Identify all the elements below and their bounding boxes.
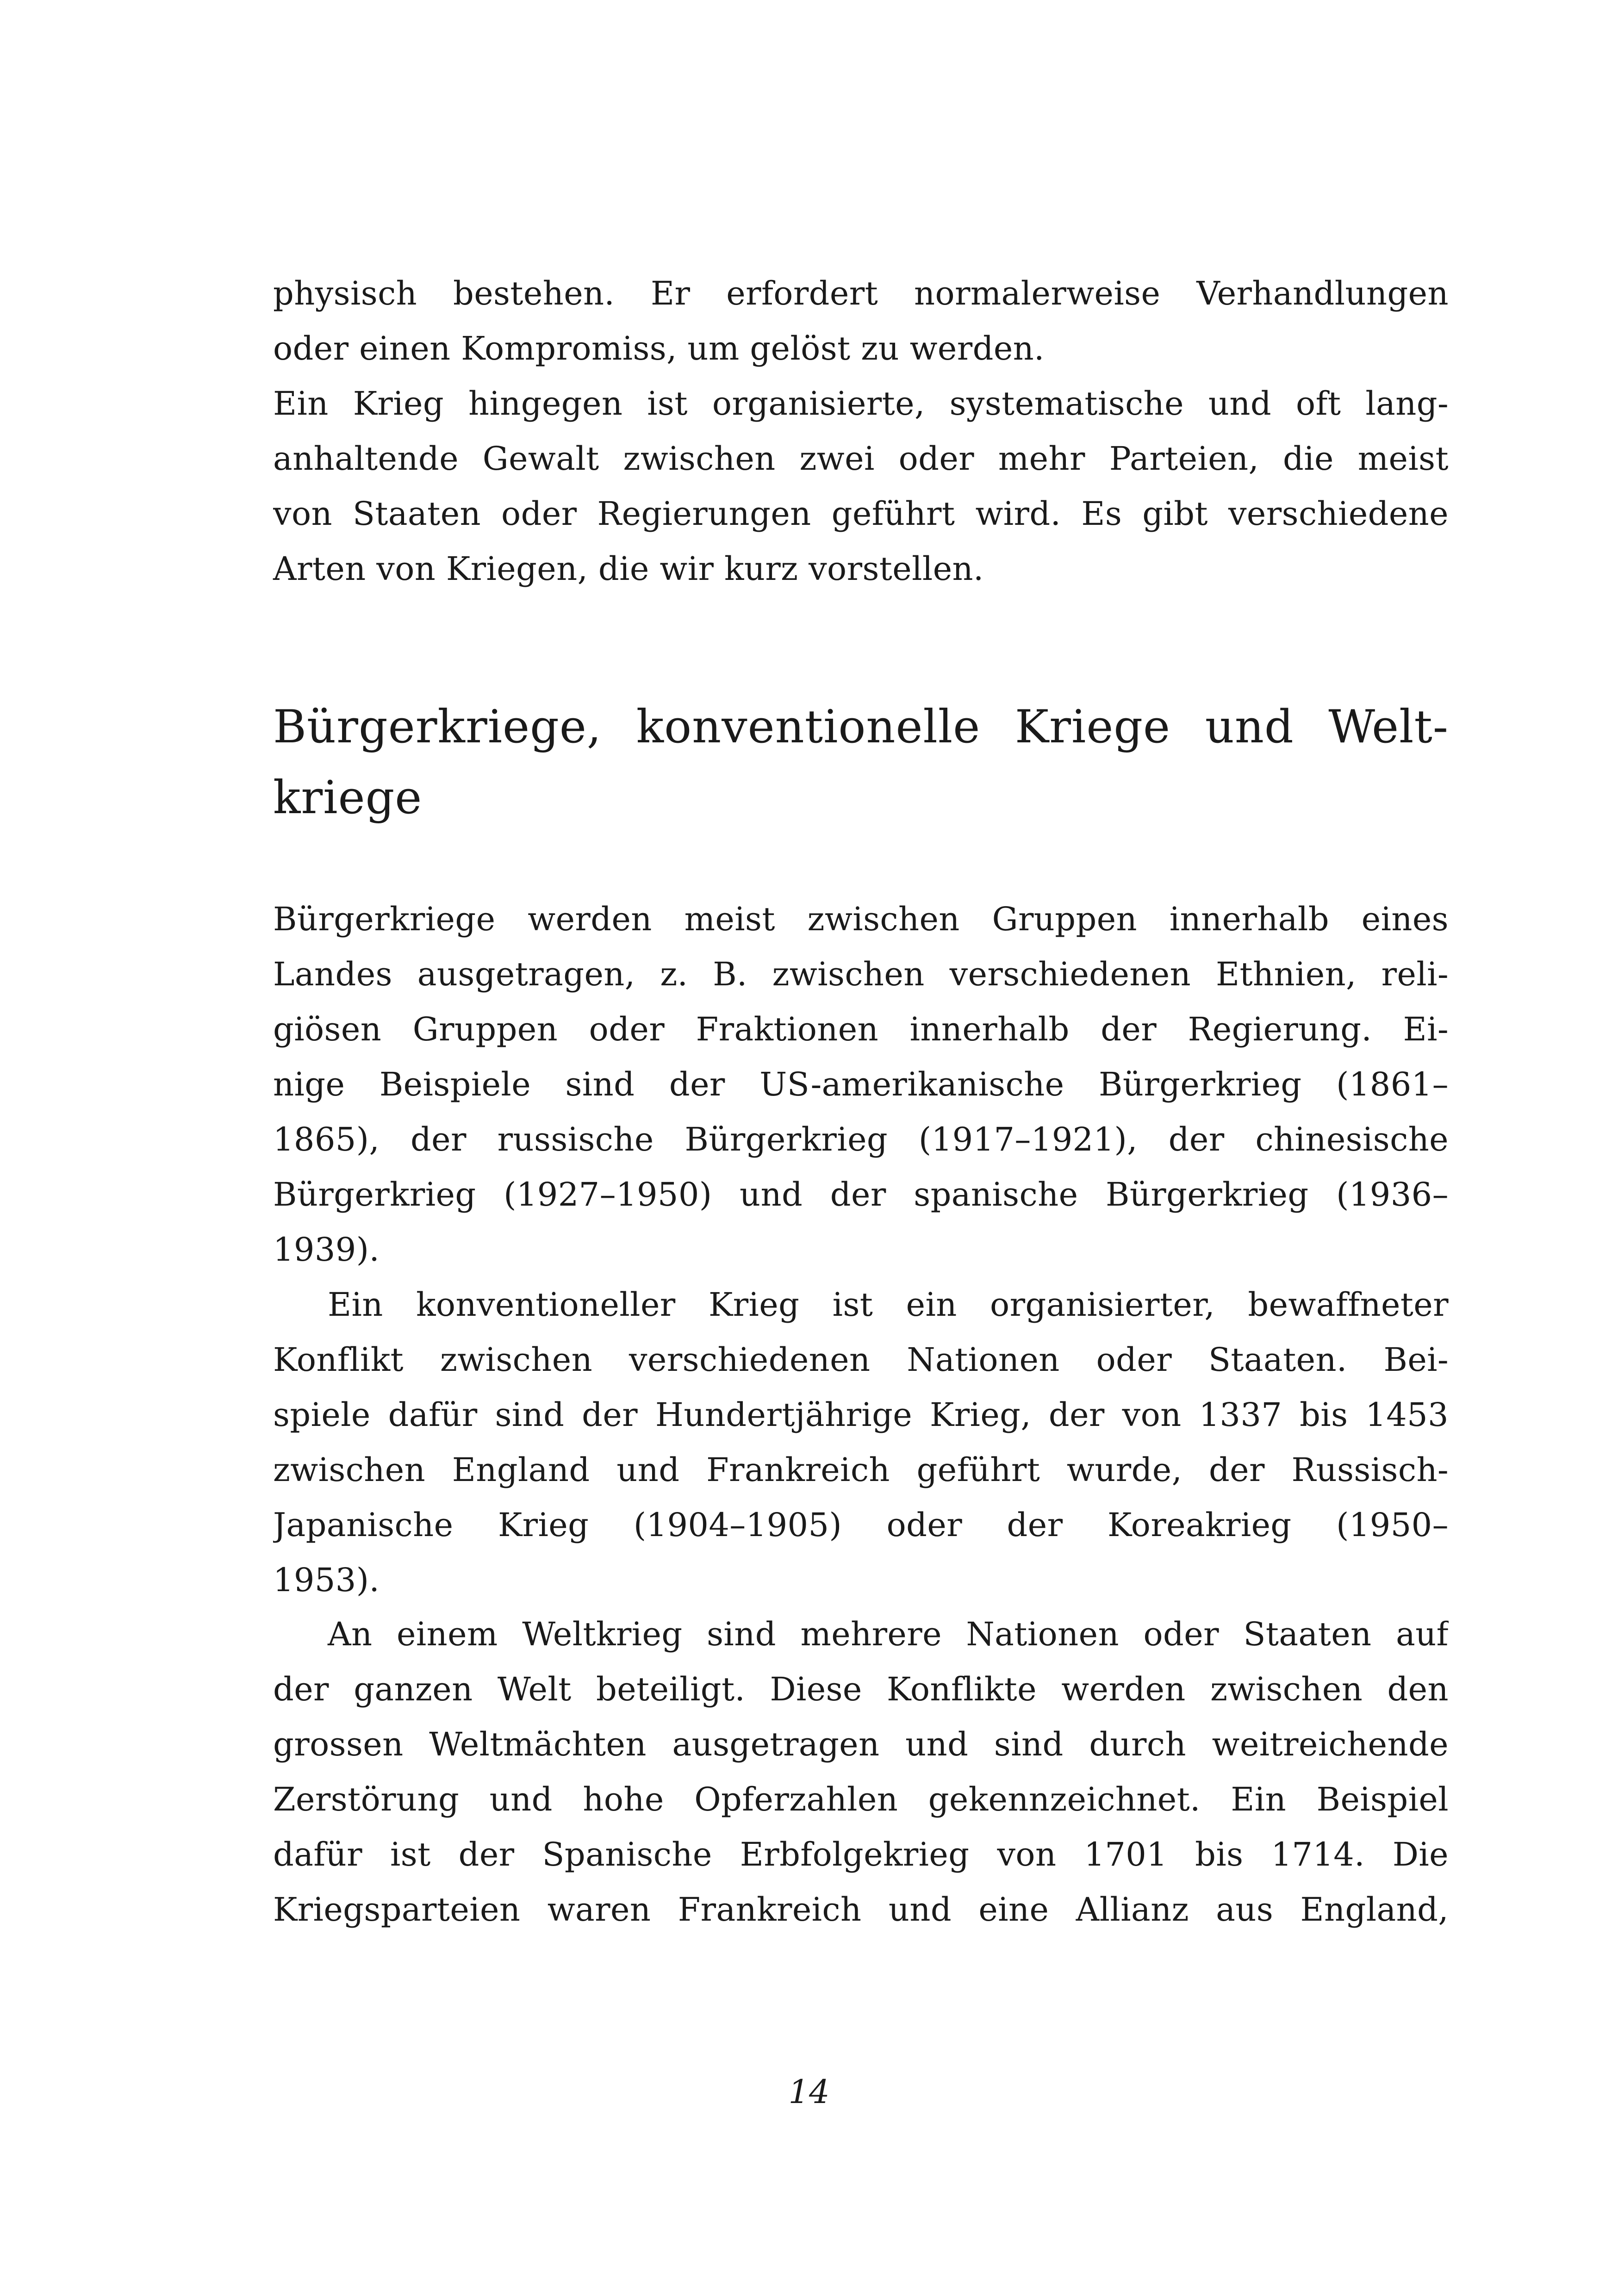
paragraph-line: giösen Gruppen oder Fraktionen innerhalb der Regierung. Ei- xyxy=(273,1010,1449,1048)
paragraph-line: spiele dafür sind der Hundertjährige Krieg, der von 1337 bis 1453 xyxy=(273,1396,1449,1434)
paragraph-conventional-wars xyxy=(273,1277,1449,1608)
intro-line: von Staaten oder Regierungen geführt wird. Es gibt verschiedene xyxy=(273,495,1449,533)
intro-line: Ein Krieg hingegen ist organisierte, systematische und oft lang- xyxy=(273,385,1449,423)
paragraph-line: grossen Weltmächten ausgetragen und sind durch weitreichende xyxy=(273,1725,1449,1763)
paragraph-line: Konflikt zwischen verschiedenen Nationen oder Staaten. Bei- xyxy=(273,1341,1449,1379)
intro-line: anhaltende Gewalt zwischen zwei oder mehr Parteien, die meist xyxy=(273,440,1449,478)
section-heading-line: kriege xyxy=(273,772,423,824)
paragraph-line: zwischen England und Frankreich geführt wurde, der Russisch- xyxy=(273,1451,1449,1489)
paragraph-line: Ein konventioneller Krieg ist ein organisierter, bewaffneter xyxy=(328,1286,1449,1324)
intro-line: physisch bestehen. Er erfordert normalerweise Verhandlungen xyxy=(273,274,1449,312)
intro-line: oder einen Kompromiss, um gelöst zu werden. xyxy=(273,330,1045,367)
paragraph-line: nige Beispiele sind der US-amerikanische Bürgerkrieg (1861– xyxy=(273,1065,1449,1103)
paragraph-world-wars xyxy=(273,1607,1449,1937)
paragraph-civil-wars xyxy=(273,892,1449,1277)
paragraph-line: Bürgerkrieg (1927–1950) und der spanische Bürgerkrieg (1936– xyxy=(273,1176,1449,1213)
paragraph-line: Bürgerkriege werden meist zwischen Gruppen innerhalb eines xyxy=(273,900,1449,938)
paragraph-line: An einem Weltkrieg sind mehrere Nationen oder Staaten auf xyxy=(328,1615,1449,1653)
paragraph-line: 1865), der russische Bürgerkrieg (1917–1921), der chinesische xyxy=(273,1120,1449,1158)
intro-paragraph xyxy=(273,266,1449,597)
paragraph-line: 1939). xyxy=(273,1231,380,1269)
paragraph-line: Landes ausgetragen, z. B. zwischen verschiedenen Ethnien, reli- xyxy=(273,955,1449,993)
paragraph-line: 1953). xyxy=(273,1561,380,1599)
paragraph-line: Zerstörung und hohe Opferzahlen gekennzeichnet. Ein Beispiel xyxy=(273,1780,1449,1818)
paragraph-line: Japanische Krieg (1904–1905) oder der Koreakrieg (1950– xyxy=(273,1506,1449,1544)
page-number: 14 xyxy=(788,2073,830,2111)
section-heading xyxy=(273,692,1449,834)
intro-line: Arten von Kriegen, die wir kurz vorstellen. xyxy=(273,550,984,588)
paragraph-line: dafür ist der Spanische Erbfolgekrieg von 1701 bis 1714. Die xyxy=(273,1836,1449,1873)
paragraph-line: Kriegsparteien waren Frankreich und eine Allianz aus England, xyxy=(273,1891,1449,1929)
paragraph-line: der ganzen Welt beteiligt. Diese Konflikte werden zwischen den xyxy=(273,1670,1449,1708)
section-heading-line: Bürgerkriege, konventionelle Kriege und Welt- xyxy=(273,701,1449,753)
